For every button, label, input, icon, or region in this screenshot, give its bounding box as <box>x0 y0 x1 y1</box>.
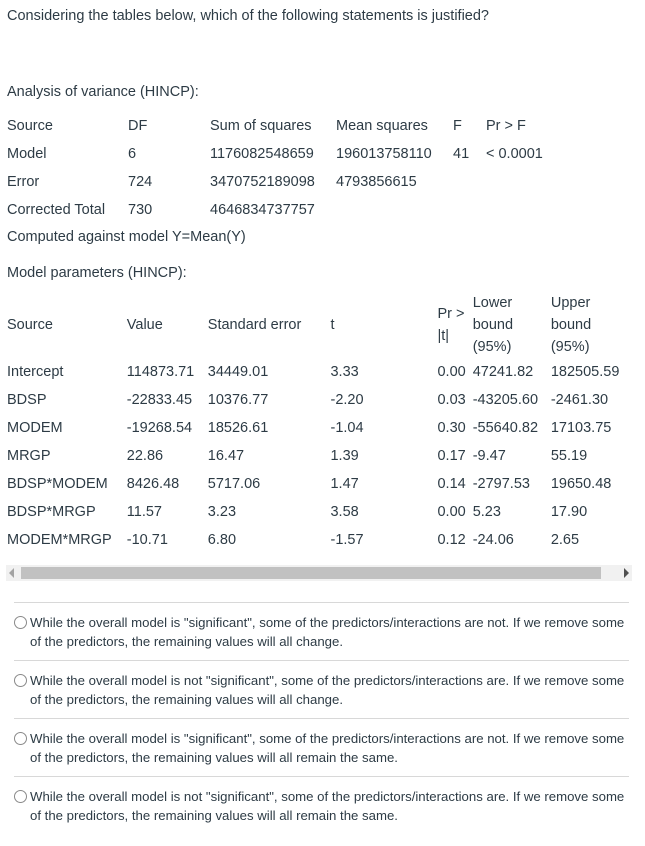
table-cell: < 0.0001 <box>486 146 543 162</box>
table-cell: 8426.48 <box>126 476 180 492</box>
option-text: While the overall model is not "significant", some of the predictors/interactions are. If we remove some of the predictors, the remaining values will all remain the same. <box>30 789 625 823</box>
header-se: Standard error <box>207 317 302 333</box>
table-cell: 1.39 <box>330 448 359 464</box>
table-cell: 3.33 <box>330 364 359 380</box>
table-cell: 0.12 <box>437 532 466 548</box>
table-cell: 2.65 <box>550 532 580 548</box>
table-cell: 11.57 <box>126 504 162 520</box>
table-cell: -9.47 <box>472 448 506 464</box>
table-cell: 10376.77 <box>207 392 269 408</box>
table-cell <box>446 168 479 196</box>
header-ss: Sum of squares <box>210 118 312 134</box>
table-cell: -19268.54 <box>126 420 193 436</box>
table-cell: 0.03 <box>437 392 466 408</box>
option-text: While the overall model is not "significant", some of the predictors/interactions are. If we remove some of the predictors, the remaining values will all change. <box>30 673 625 707</box>
table-cell: 16.47 <box>207 448 245 464</box>
table-cell: 0.30 <box>437 420 466 436</box>
table-cell: 0.00 <box>437 364 466 380</box>
table-cell: 0.17 <box>437 448 466 464</box>
table-cell: 5717.06 <box>207 476 261 492</box>
table-cell: 3.58 <box>330 504 359 520</box>
table-cell: 41 <box>453 146 470 162</box>
table-cell: -2797.53 <box>472 476 530 492</box>
anova-header-row <box>0 112 599 140</box>
table-row <box>0 196 599 224</box>
table-cell: 3.23 <box>207 504 237 520</box>
header-pt <box>430 292 465 358</box>
radio-button[interactable] <box>14 674 27 687</box>
table-cell: 55.19 <box>550 448 588 464</box>
table-cell: 1.47 <box>330 476 359 492</box>
radio-button[interactable] <box>14 616 27 629</box>
header-source: Source <box>7 317 53 333</box>
option-text: While the overall model is "significant", some of the predictors/interactions are not. If we remove some of the predictors, the remaining values will all remain the same. <box>30 731 625 765</box>
table-row <box>0 498 632 526</box>
table-cell: -24.06 <box>472 532 514 548</box>
header-pt-line: Pr > <box>437 306 465 322</box>
header-upper-line: bound <box>550 317 592 333</box>
table-cell: -22833.45 <box>126 392 193 408</box>
header-value: Value <box>126 317 163 333</box>
table-cell: 182505.59 <box>550 364 620 380</box>
table-cell: 17103.75 <box>550 420 612 436</box>
radio-button[interactable] <box>14 732 27 745</box>
scroll-left-arrow-icon[interactable] <box>9 568 14 578</box>
table-row <box>0 470 632 498</box>
header-upper-line: Upper <box>550 295 591 311</box>
answer-option-4[interactable] <box>14 776 629 835</box>
header-t: t <box>330 317 335 333</box>
horizontal-scrollbar[interactable] <box>6 565 632 581</box>
header-ms: Mean squares <box>336 118 428 134</box>
table-cell: 47241.82 <box>472 364 534 380</box>
params-header-row <box>0 292 632 358</box>
table-row <box>0 442 632 470</box>
header-upper-line: (95%) <box>550 339 590 355</box>
table-cell: 17.90 <box>550 504 588 520</box>
table-cell: 114873.71 <box>126 364 195 380</box>
table-cell: 3470752189098 <box>210 174 315 190</box>
table-cell: MODEM <box>7 420 63 436</box>
table-cell: BDSP*MODEM <box>7 476 108 492</box>
table-cell: 5.23 <box>472 504 501 520</box>
table-cell: 0.00 <box>437 504 466 520</box>
table-cell: 19650.48 <box>550 476 612 492</box>
header-df: DF <box>128 118 148 134</box>
table-cell: 34449.01 <box>207 364 269 380</box>
table-cell: MODEM*MRGP <box>7 532 112 548</box>
header-f: F <box>453 118 462 134</box>
table-cell: 4793856615 <box>336 174 417 190</box>
table-cell: 6.80 <box>207 532 237 548</box>
table-cell <box>446 196 479 224</box>
table-row <box>0 168 599 196</box>
table-cell: Intercept <box>7 364 64 380</box>
answer-option-1[interactable] <box>14 602 629 661</box>
table-row <box>0 386 632 414</box>
table-cell: 4646834737757 <box>210 202 315 218</box>
table-row <box>0 414 632 442</box>
header-prf: Pr > F <box>486 118 526 134</box>
table-cell: 0.14 <box>437 476 466 492</box>
header-pt-line: |t| <box>437 328 450 344</box>
table-cell: BDSP <box>7 392 47 408</box>
table-cell: 6 <box>128 146 137 162</box>
scroll-right-arrow-icon[interactable] <box>624 568 629 578</box>
table-cell: 1176082548659 <box>210 146 314 162</box>
scrollbar-thumb[interactable] <box>21 567 601 579</box>
header-lower-line: Lower <box>472 295 513 311</box>
option-text: While the overall model is "significant", some of the predictors/interactions are not. If we remove some of the predictors, the remaining values will all change. <box>30 615 625 649</box>
table-cell: Model <box>7 146 47 162</box>
question-text: Considering the tables below, which of the following statements is justified? <box>7 8 489 24</box>
table-cell: -2.20 <box>330 392 364 408</box>
anova-title: Analysis of variance (HINCP): <box>7 84 199 100</box>
table-cell: -10.71 <box>126 532 168 548</box>
answer-option-2[interactable] <box>14 660 629 719</box>
table-cell: -1.57 <box>330 532 364 548</box>
answer-option-3[interactable] <box>14 718 629 777</box>
header-source: Source <box>7 118 53 134</box>
header-lower-line: (95%) <box>472 339 512 355</box>
table-cell: 730 <box>128 202 153 218</box>
table-cell: 724 <box>128 174 153 190</box>
table-cell <box>479 196 599 224</box>
header-lower <box>466 292 544 358</box>
table-cell: Corrected Total <box>7 202 106 218</box>
table-cell: -1.04 <box>330 420 364 436</box>
table-cell <box>479 168 599 196</box>
header-lower-line: bound <box>472 317 514 333</box>
table-cell: 22.86 <box>126 448 164 464</box>
table-row <box>0 358 632 386</box>
params-title: Model parameters (HINCP): <box>7 265 187 281</box>
header-upper <box>544 292 632 358</box>
anova-table <box>0 112 599 224</box>
table-row <box>0 140 599 168</box>
table-cell <box>329 196 446 224</box>
params-table <box>0 292 632 554</box>
table-cell: Error <box>7 174 40 190</box>
radio-button[interactable] <box>14 790 27 803</box>
table-cell: -2461.30 <box>550 392 609 408</box>
table-cell: MRGP <box>7 448 51 464</box>
table-row <box>0 526 632 554</box>
params-scroll-area[interactable] <box>0 292 632 562</box>
table-cell: 18526.61 <box>207 420 269 436</box>
table-cell: -55640.82 <box>472 420 539 436</box>
table-cell: BDSP*MRGP <box>7 504 96 520</box>
table-cell: -43205.60 <box>472 392 539 408</box>
table-cell: 196013758110 <box>336 146 432 162</box>
anova-note: Computed against model Y=Mean(Y) <box>7 229 246 245</box>
